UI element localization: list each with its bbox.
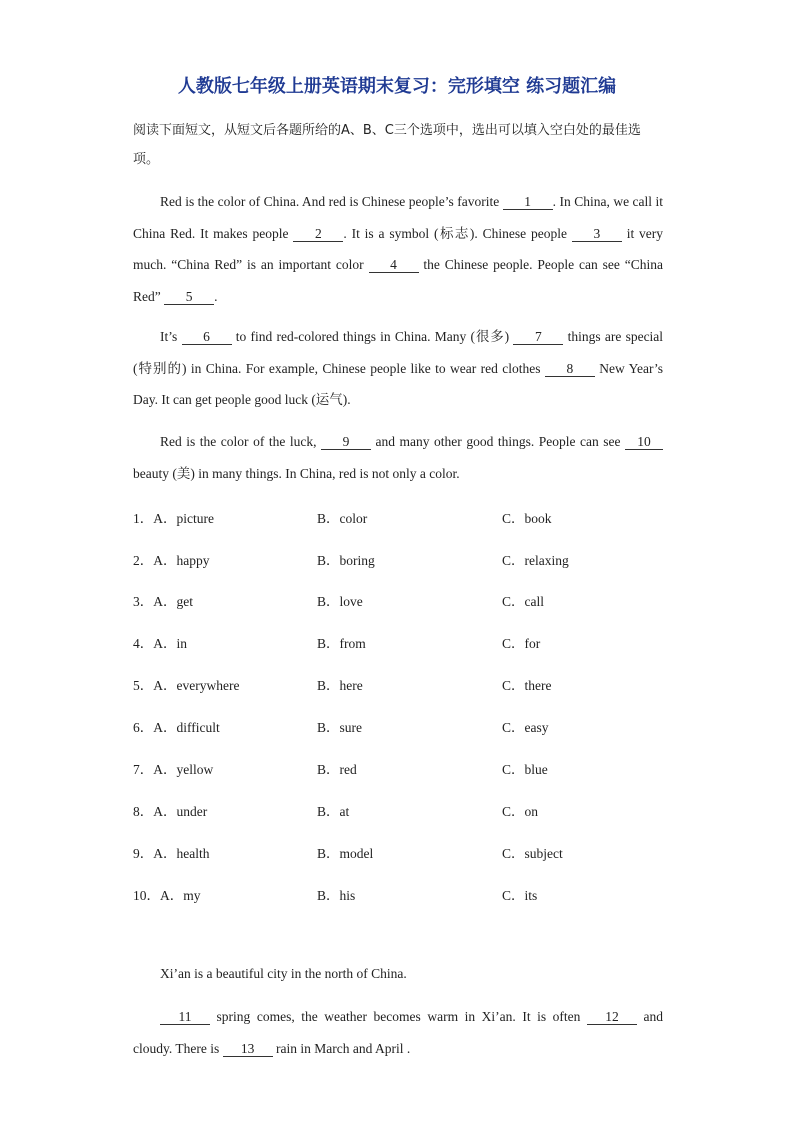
question-number: 9． [133, 846, 154, 861]
option-c: C．there [502, 678, 552, 693]
passage1-paragraph1 [133, 186, 663, 312]
option-a [133, 842, 210, 862]
blank-3: 3 [572, 227, 622, 242]
passage2-paragraph2 [133, 1001, 663, 1064]
question-3 [133, 590, 693, 610]
question-5 [133, 674, 693, 694]
option-a-text: A．get [153, 594, 193, 609]
question-10 [133, 884, 693, 904]
option-c: C．its [502, 888, 538, 903]
text: beauty (美) in many things. In China, red is not only a color. [133, 465, 460, 481]
option-a [133, 800, 207, 820]
text: it very much. “China Red” is an important color [133, 225, 664, 272]
question-number: 5． [133, 678, 154, 693]
option-b: B．at [317, 804, 350, 819]
option-a-text: A．in [153, 636, 187, 651]
text: to find red-colored things in China. Many (很多) [235, 329, 510, 344]
question-number: 2． [133, 553, 154, 568]
page-title: 人教版七年级上册英语期末复习：完形填空 练习题汇编 [177, 76, 617, 97]
question-4 [133, 632, 693, 652]
option-c: C．call [502, 594, 544, 609]
question-number: 7． [133, 762, 154, 777]
blank-2: 2 [293, 227, 343, 242]
instruction: 阅读下面短文，从短文后各题所给的A、B、C三个选项中，选出可以填入空白处的最佳选项。 [133, 123, 641, 167]
option-a-text: A．difficult [153, 720, 220, 735]
question-number: 1． [133, 511, 154, 526]
blank-11: 11 [160, 1010, 210, 1025]
text: and many other good things. People can see [375, 434, 621, 449]
option-c: C．easy [502, 720, 549, 735]
text: rain in March and April . [275, 1040, 411, 1056]
text: . It is a symbol (标志). Chinese people [343, 225, 567, 241]
question-number: 10． [133, 888, 160, 903]
text: the Chinese people. People can see “China Red” [133, 257, 664, 304]
option-a [133, 590, 193, 610]
passage1-paragraph2 [133, 321, 663, 416]
option-c: C．for [502, 636, 541, 651]
option-a-text: A．yellow [153, 762, 214, 777]
blank-4: 4 [369, 258, 419, 273]
option-a [133, 549, 210, 569]
blank-7: 7 [513, 330, 563, 345]
question-6 [133, 716, 693, 736]
option-a-text: A．health [153, 846, 210, 861]
text: It’s [160, 329, 178, 344]
option-b: B．his [317, 888, 356, 903]
text: Red is the color of the luck, [160, 434, 317, 449]
option-a [133, 507, 214, 527]
option-a [133, 758, 213, 778]
question-number: 6． [133, 720, 154, 735]
option-b: B．here [317, 678, 363, 693]
passage1-paragraph3 [133, 426, 663, 489]
option-a [133, 632, 187, 652]
passage2-paragraph1: Xi’an is a beautiful city in the north of China. [160, 966, 407, 981]
option-b: B．red [317, 762, 357, 777]
option-a [133, 674, 239, 694]
option-b: B．model [317, 846, 374, 861]
option-c: C．blue [502, 762, 548, 777]
text: . [214, 288, 218, 304]
text: New Year’s Day. It can get people good luck (运气). [133, 360, 663, 407]
option-b: B．color [317, 511, 368, 526]
option-a-text: A．picture [153, 511, 214, 526]
option-c: C．subject [502, 846, 563, 861]
blank-13: 13 [223, 1042, 273, 1057]
text: spring comes, the weather becomes warm in Xi’an. It is often [216, 1009, 581, 1024]
question-8 [133, 800, 693, 820]
question-1 [133, 507, 693, 527]
option-b: B．sure [317, 720, 362, 735]
question-number: 4． [133, 636, 154, 651]
option-c: C．book [502, 511, 552, 526]
option-c: C．on [502, 804, 539, 819]
blank-1: 1 [503, 195, 553, 210]
blank-12: 12 [587, 1010, 637, 1025]
blank-5: 5 [164, 290, 214, 305]
text: and cloudy. There is [133, 1009, 663, 1056]
option-a [133, 884, 201, 904]
option-a-text: A．my [160, 888, 201, 903]
question-7 [133, 758, 693, 778]
option-a-text: A．under [153, 804, 208, 819]
text: Red is the color of China. And red is Chinese people’s favorite [160, 194, 500, 209]
blank-6: 6 [182, 330, 232, 345]
blank-10: 10 [625, 435, 663, 450]
blank-8: 8 [545, 362, 595, 377]
question-2 [133, 549, 693, 569]
text: . In China, we call it China Red. It makes people [133, 194, 663, 241]
question-9 [133, 842, 693, 862]
option-c: C．relaxing [502, 553, 569, 568]
option-a-text: A．happy [153, 553, 210, 568]
question-number: 8． [133, 804, 154, 819]
text: things are special (特别的) in China. For example, Chinese people like to wear red clothes [133, 329, 664, 376]
option-a [133, 716, 220, 736]
option-a-text: A．everywhere [153, 678, 240, 693]
question-number: 3． [133, 594, 154, 609]
blank-9: 9 [321, 435, 371, 450]
option-b: B．from [317, 636, 366, 651]
option-b: B．boring [317, 553, 375, 568]
option-b: B．love [317, 594, 363, 609]
